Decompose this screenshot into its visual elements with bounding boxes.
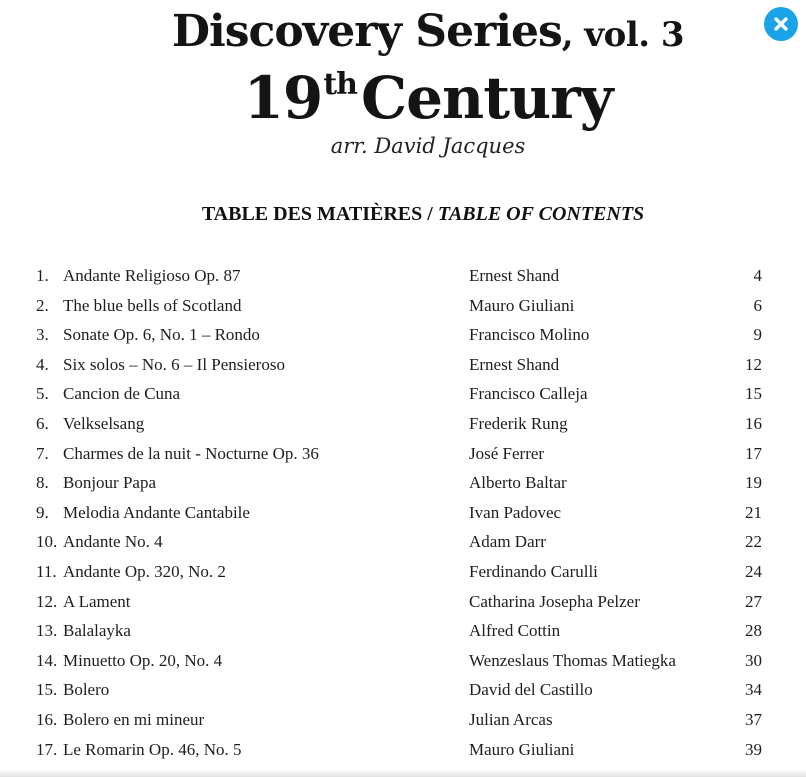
entry-composer: Mauro Giuliani xyxy=(469,295,575,315)
bottom-edge-shadow xyxy=(0,769,806,777)
entry-number: 9. xyxy=(36,502,49,522)
entry-page: 15 xyxy=(745,384,762,404)
entry-title: Cancion de Cuna xyxy=(63,384,181,404)
entry-title: Balalayka xyxy=(63,621,131,641)
entry-page: 19 xyxy=(745,473,762,493)
entry-title: Melodia Andante Cantabile xyxy=(63,502,250,522)
entry-title: Bonjour Papa xyxy=(63,473,157,493)
entry-page: 6 xyxy=(753,295,762,315)
entry-composer: Francisco Molino xyxy=(469,325,590,345)
entry-composer: Adam Darr xyxy=(469,532,546,552)
entry-page: 37 xyxy=(745,709,762,729)
entry-page: 4 xyxy=(753,266,762,285)
entry-composer: Ernest Shand xyxy=(469,266,560,285)
toc-entry[interactable] xyxy=(0,500,806,530)
entry-title: Le Romarin Op. 46, No. 5 xyxy=(63,739,242,759)
entry-title: Sonate Op. 6, No. 1 – Rondo xyxy=(63,325,260,345)
entry-number: 11. xyxy=(36,561,57,581)
entry-page: 21 xyxy=(745,502,762,522)
entry-composer: Wenzeslaus Thomas Matiegka xyxy=(469,650,676,670)
entry-composer: Ferdinando Carulli xyxy=(469,561,598,581)
entry-page: 17 xyxy=(745,443,762,463)
toc-heading-en: TABLE OF CONTENTS xyxy=(437,203,645,225)
century-word: Century xyxy=(360,64,613,132)
toc-entry[interactable] xyxy=(0,441,806,471)
entry-composer: Julian Arcas xyxy=(469,709,553,729)
toc-entry[interactable] xyxy=(0,352,806,382)
toc-entry[interactable] xyxy=(0,589,806,619)
entry-number: 15. xyxy=(36,680,58,700)
entry-page: 16 xyxy=(745,413,762,433)
entry-title: Andante Op. 320, No. 2 xyxy=(63,561,226,581)
toc-entry[interactable] xyxy=(0,677,806,707)
entry-page: 12 xyxy=(745,354,762,374)
entry-number: 14. xyxy=(36,650,58,670)
entry-title: A Lament xyxy=(63,591,131,611)
arranger-credit: arr. David Jacques xyxy=(330,134,526,158)
entry-composer: Ivan Padovec xyxy=(469,502,562,522)
entry-number: 5. xyxy=(36,384,49,404)
entry-title: Andante No. 4 xyxy=(63,532,163,552)
century-number: 19 xyxy=(243,64,323,132)
entry-title: The blue bells of Scotland xyxy=(63,295,242,315)
entry-title: Bolero xyxy=(63,680,110,700)
entry-number: 6. xyxy=(36,413,49,433)
entry-number: 16. xyxy=(36,709,58,729)
entry-number: 4. xyxy=(36,354,49,374)
toc-entry[interactable] xyxy=(0,529,806,559)
entry-title: Bolero en mi mineur xyxy=(63,709,205,729)
series-name: Discovery Series xyxy=(171,6,562,57)
toc-heading-fr: TABLE DES MATIÈRES / xyxy=(201,203,438,225)
series-title xyxy=(0,6,806,57)
entry-title: Six solos – No. 6 – Il Pensieroso xyxy=(63,354,285,374)
toc-entry[interactable] xyxy=(0,470,806,500)
entry-page: 27 xyxy=(745,591,762,611)
entry-page: 9 xyxy=(753,325,762,345)
entry-number: 2. xyxy=(36,295,49,315)
century-title xyxy=(0,64,806,132)
entry-page: 28 xyxy=(745,621,762,641)
entry-composer: José Ferrer xyxy=(469,443,545,463)
entry-title: Andante Religioso Op. 87 xyxy=(63,266,241,285)
entry-title: Velkselsang xyxy=(63,413,145,433)
entry-title: Charmes de la nuit - Nocturne Op. 36 xyxy=(63,443,319,463)
entry-composer: Francisco Calleja xyxy=(469,384,588,404)
toc-entry[interactable] xyxy=(0,559,806,589)
toc-entry[interactable] xyxy=(0,322,806,352)
toc-entry[interactable] xyxy=(0,737,806,767)
entry-composer: Mauro Giuliani xyxy=(469,739,575,759)
entry-number: 17. xyxy=(36,739,58,759)
toc-entry[interactable] xyxy=(0,648,806,678)
entry-page: 34 xyxy=(745,680,762,700)
entry-title: Minuetto Op. 20, No. 4 xyxy=(63,650,223,670)
entry-composer: Ernest Shand xyxy=(469,354,560,374)
entry-number: 12. xyxy=(36,591,58,611)
entry-page: 22 xyxy=(745,532,762,552)
toc-heading xyxy=(0,203,806,226)
toc-entry[interactable] xyxy=(0,618,806,648)
toc-entry[interactable] xyxy=(0,707,806,737)
toc-entry[interactable] xyxy=(0,263,806,293)
entry-composer: Catharina Josepha Pelzer xyxy=(469,591,640,611)
toc-entry[interactable] xyxy=(0,411,806,441)
series-volume: , vol. 3 xyxy=(561,15,685,55)
entry-number: 7. xyxy=(36,443,49,463)
entry-number: 1. xyxy=(36,266,49,285)
toc-entry[interactable] xyxy=(0,293,806,323)
entry-number: 13. xyxy=(36,621,58,641)
entry-composer: David del Castillo xyxy=(469,680,593,700)
entry-page: 24 xyxy=(745,561,762,581)
entry-composer: Frederik Rung xyxy=(469,413,568,433)
century-suffix: th xyxy=(323,67,357,102)
entry-number: 10. xyxy=(36,532,58,552)
entry-number: 3. xyxy=(36,325,49,345)
entry-composer: Alberto Baltar xyxy=(469,473,567,493)
entry-page: 39 xyxy=(745,739,762,759)
entry-page: 30 xyxy=(745,650,762,670)
entry-number: 8. xyxy=(36,473,49,493)
entry-composer: Alfred Cottin xyxy=(469,621,561,641)
toc-entry[interactable] xyxy=(0,381,806,411)
toc-list xyxy=(0,263,806,766)
